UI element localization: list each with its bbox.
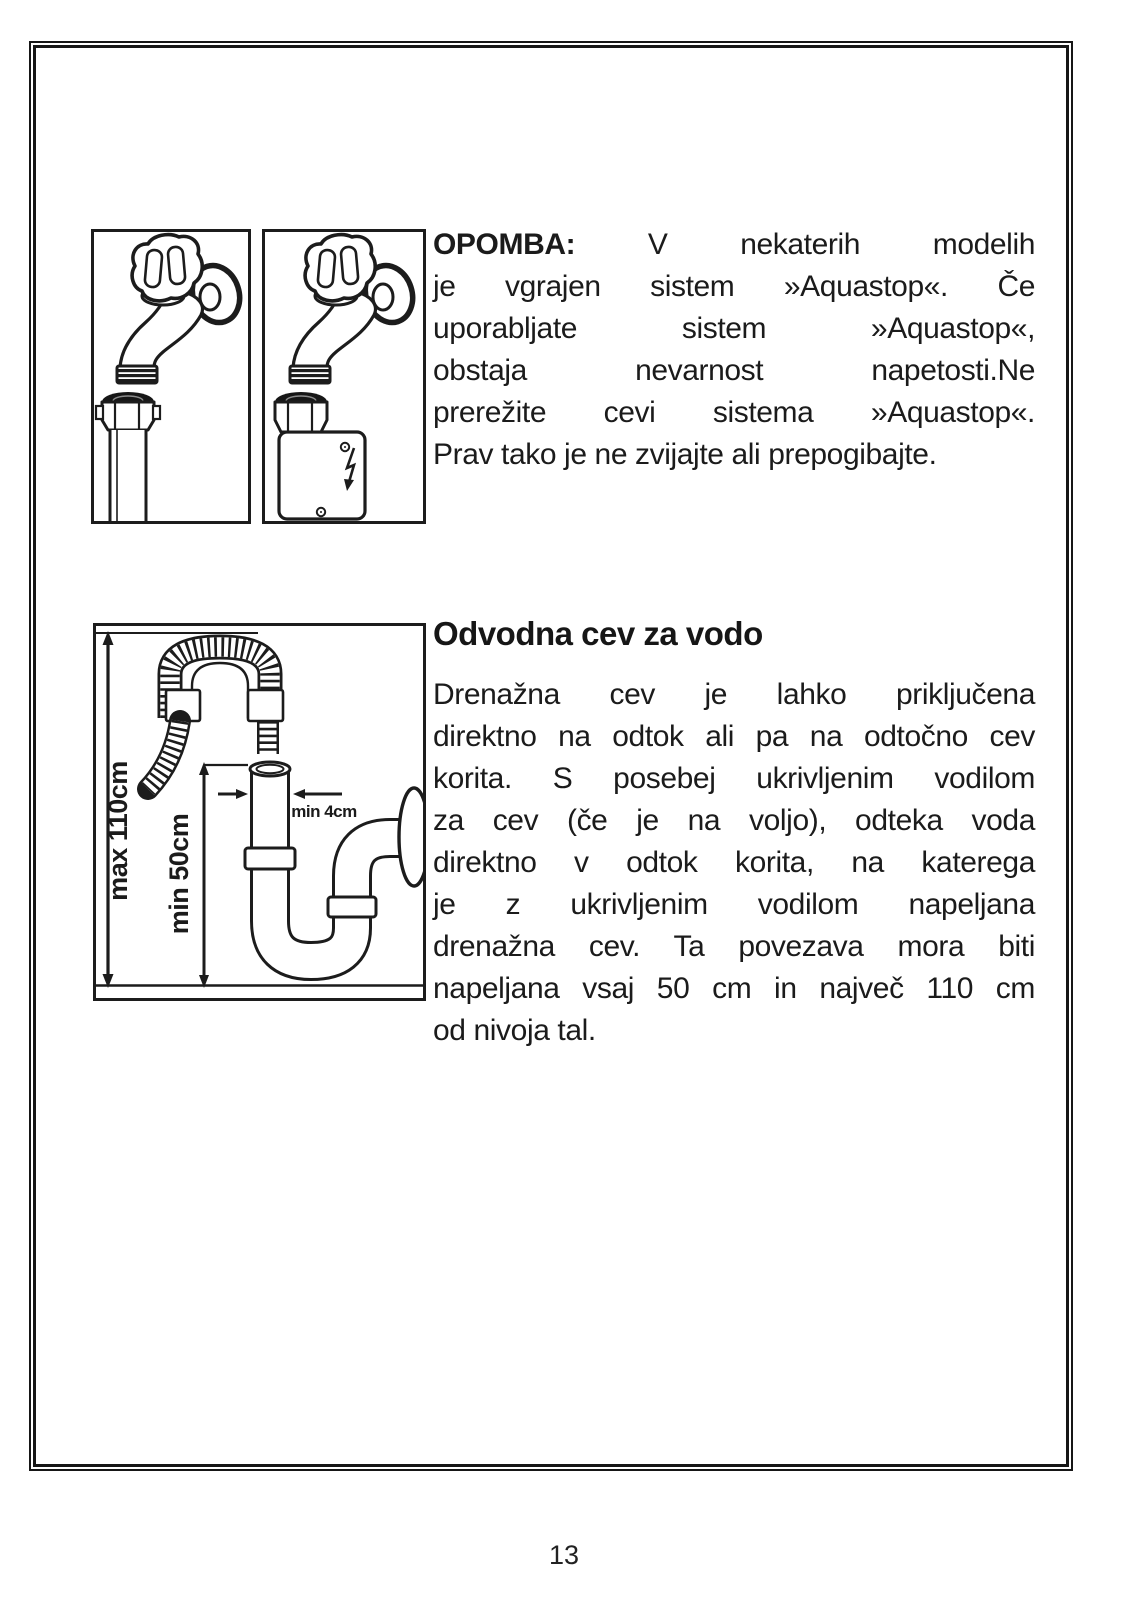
hose-clip xyxy=(248,690,283,721)
pipe-collar xyxy=(328,897,376,917)
note-paragraph xyxy=(433,224,1035,476)
note-line: prerežite cevi sistema »Aquastop«. xyxy=(433,396,1035,429)
figure-tap-plain xyxy=(91,229,251,524)
min-width-label: min 4cm xyxy=(291,802,357,821)
paragraph-line: od nivoja tal. xyxy=(433,1014,596,1047)
paragraph-line: je z ukrivljenim vodilom napeljana xyxy=(433,888,1035,921)
paragraph-line: korita. S posebej ukrivljenim vodilom xyxy=(433,762,1035,795)
hose-coupling-nut xyxy=(275,392,327,432)
drain-standpipe-diagram-icon xyxy=(96,626,423,998)
hose-coupling-nut xyxy=(96,392,160,430)
paragraph-line: za cev (če je na voljo), odteka voda xyxy=(433,804,1035,837)
min-height-label: min 50cm xyxy=(164,813,194,935)
standpipe-with-trap xyxy=(245,762,423,961)
note-line: Prav tako je ne zvijajte ali prepogibajte. xyxy=(433,438,937,471)
paragraph-line: Drenažna cev je lahko priključena xyxy=(433,678,1035,711)
drain-paragraph xyxy=(433,674,1035,1052)
paragraph-line: direktno na odtok ali pa na odtočno cev xyxy=(433,720,1035,753)
aquastop-box xyxy=(279,432,365,519)
section-heading: Odvodna cev za vodo xyxy=(433,615,763,652)
max-height-label: max 110cm xyxy=(103,761,133,901)
note-line: OPOMBA: V nekaterih modelih xyxy=(433,228,1035,261)
note-line: uporabljate sistem »Aquastop«, xyxy=(433,312,1035,345)
tap-with-aquastop-valve-icon xyxy=(265,232,423,521)
figure-drain-diagram xyxy=(93,623,426,1001)
pipe-collar xyxy=(245,848,295,869)
paragraph-line: direktno v odtok korita, na katerega xyxy=(433,846,1035,879)
note-line: je vgrajen sistem »Aquastop«. Če xyxy=(433,270,1035,303)
page-number: 13 xyxy=(548,1540,580,1570)
spout-threads xyxy=(117,366,157,383)
note-line: obstaja nevarnost napetosti.Ne xyxy=(433,354,1035,387)
note-label: OPOMBA: xyxy=(433,228,576,261)
tap-handle xyxy=(305,235,375,301)
paragraph-line: napeljana vsaj 50 cm in največ 110 cm xyxy=(433,972,1035,1005)
wall-flange xyxy=(399,788,423,886)
page-border-frame xyxy=(33,45,1069,1467)
figure-tap-aquastop xyxy=(262,229,426,524)
paragraph-line: drenažna cev. Ta povezava mora biti xyxy=(433,930,1035,963)
tap-with-supply-hose-icon xyxy=(94,232,248,521)
supply-hose xyxy=(109,430,147,521)
spout-threads xyxy=(290,366,330,383)
tap-handle xyxy=(132,235,202,301)
